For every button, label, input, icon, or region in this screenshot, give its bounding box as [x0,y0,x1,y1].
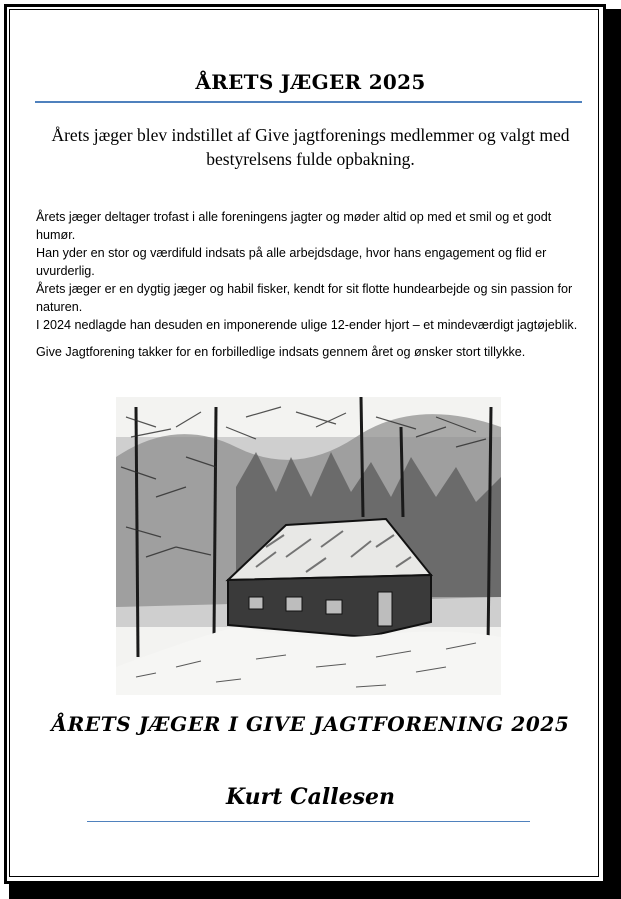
page-title: ÅRETS JÆGER 2025 [195,70,426,94]
forest-cabin-drawing-icon [116,397,501,695]
body-line: I 2024 nedlagde han desuden en imponerende ulige 12-ender hjort – et mindeværdigt jagtøjeblik. [36,318,578,332]
award-subtitle: ÅRETS JÆGER I GIVE JAGTFORENING 2025 [51,712,570,736]
body-text [36,208,584,361]
name-underline [87,821,530,822]
body-line: Han yder en stor og værdifuld indsats på alle arbejdsdage, hvor hans engagement og flid er uvurderlig. [36,246,547,278]
body-line: Årets jæger deltager trofast i alle foreningens jagter og møder altid op med et smil og et godt humør. [36,210,552,242]
recipient-name: Kurt Callesen [226,784,395,810]
closing-text: Give Jagtforening takker for en forbilledlige indsats gennem året og ønsker stort tillykke. [36,345,526,359]
intro-text: Årets jæger blev indstillet af Give jagtforenings medlemmer og valgt med bestyrelsens fulde opbakning. [51,125,570,169]
paragraph-spacer [36,334,584,343]
body-line: Årets jæger er en dygtig jæger og habil fisker, kendt for sit flotte hundearbejde og sin passion for naturen. [36,282,573,314]
cabin-illustration [116,397,501,695]
title-divider [35,101,582,103]
ground-path [116,627,501,695]
